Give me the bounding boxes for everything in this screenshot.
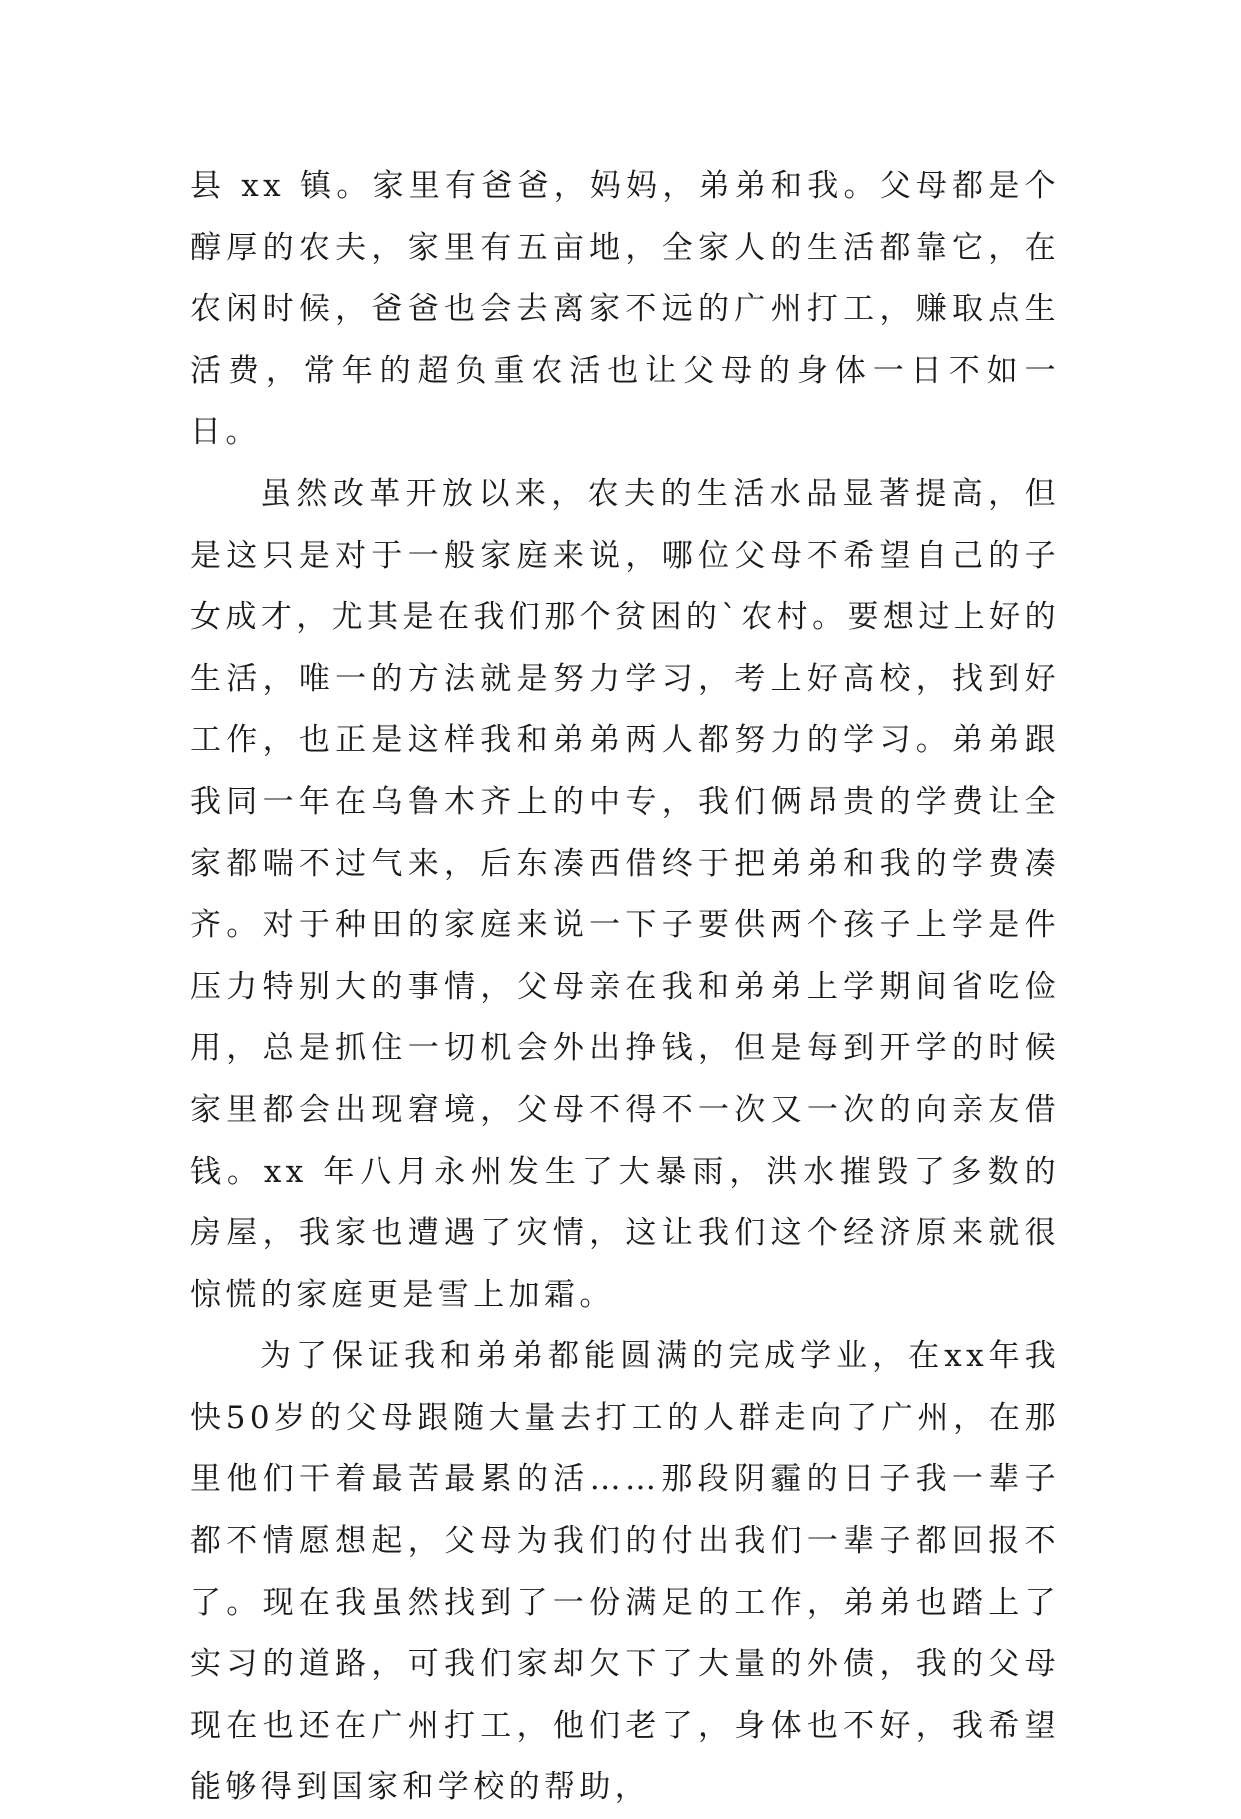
document-body: [190, 156, 1060, 1819]
paragraph-2: 虽然改革开放以来，农夫的生活水品显著提高，但是这只是对于一般家庭来说，哪位父母不希望自己的子女成才，尤其是在我们那个贫困的`农村。要想过上好的生活，唯一的方法就是努力学习，考上好高校，找到好工作，也正是这样我和弟弟两人都努力的学习。弟弟跟我同一年在乌鲁木齐上的中专，我们俩昂贵的学费让全家都喘不过气来，后东凑西借终于把弟弟和我的学费凑齐。对于种田的家庭来说一下子要供两个孩子上学是件压力特别大的事情，父母亲在我和弟弟上学期间省吃俭用，总是抓住一切机会外出挣钱，但是每到开学的时候家里都会出现窘境，父母不得不一次又一次的向亲友借钱。xx 年八月永州发生了大暴雨，洪水摧毁了多数的房屋，我家也遭遇了灾情，这让我们这个经济原来就很惊慌的家庭更是雪上加霜。: [190, 475, 1060, 1313]
paragraph-1: 县 xx 镇。家里有爸爸，妈妈，弟弟和我。父母都是个醇厚的农夫，家里有五亩地，全家人的生活都靠它，在农闲时候，爸爸也会去离家不远的广州打工，赚取点生活费，常年的超负重农活也让父母的身体一日不如一日。: [190, 168, 1060, 451]
paragraph-3: 为了保证我和弟弟都能圆满的完成学业，在xx年我快50岁的父母跟随大量去打工的人群走向了广州，在那里他们干着最苦最累的活……那段阴霾的日子我一辈子都不情愿想起，父母为我们的付出我们一辈子都回报不了。现在我虽然找到了一份满足的工作，弟弟也踏上了实习的道路，可我们家却欠下了大量的外债，我的父母现在也还在广州打工，他们老了，身体也不好，我希望能够得到国家和学校的帮助，: [190, 1338, 1060, 1806]
